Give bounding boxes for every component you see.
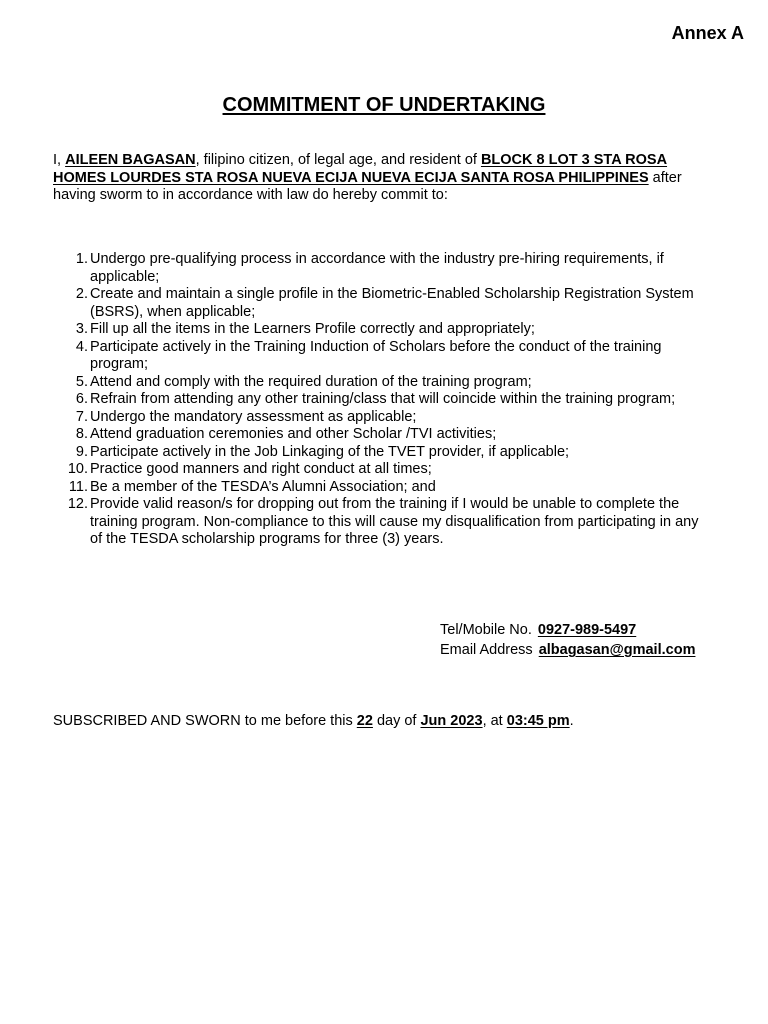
intro-paragraph <box>53 152 713 205</box>
commitment-number: 1. <box>75 251 88 267</box>
commitment-item <box>53 479 713 497</box>
applicant-name: AILEEN BAGASAN <box>65 152 196 168</box>
intro-mid: , filipino citizen, of legal age, and resident of <box>195 152 481 168</box>
commitment-text: Undergo pre-qualifying process in accordance with the industry pre-hiring requirements, if applicable; <box>90 251 664 285</box>
sworn-statement <box>53 713 733 731</box>
sworn-mid2: , at <box>482 713 507 729</box>
applicant-address: BLOCK 8 LOT 3 STA ROSA HOMES LOURDES STA ROSA NUEVA ECIJA NUEVA ECIJA SANTA ROSA PHILIPPINES <box>53 152 668 186</box>
intro-suffix: after having sworm to in accordance with law do hereby commit to: <box>53 169 682 203</box>
commitment-number: 7. <box>75 408 88 425</box>
commitment-text: Refrain from attending any other training/class that will coincide within the training program; <box>90 391 676 407</box>
commitment-item <box>53 286 713 321</box>
email-row <box>440 642 695 662</box>
annex-label: Annex A <box>671 23 744 43</box>
commitment-number: 6. <box>75 391 88 407</box>
commitment-number: 5. <box>75 373 88 390</box>
commitment-number: 8. <box>75 426 88 442</box>
commitment-text: Participate actively in the Training Induction of Scholars before the conduct of the training program; <box>90 338 662 372</box>
email-label: Email Address <box>440 642 533 658</box>
commitment-number: 4. <box>75 338 88 355</box>
commitment-text: Attend graduation ceremonies and other Scholar /TVI activities; <box>90 426 497 442</box>
intro-prefix: I, <box>53 152 66 168</box>
commitment-text: Undergo the mandatory assessment as applicable; <box>90 408 417 425</box>
tel-row <box>440 622 695 642</box>
commitment-text: Attend and comply with the required duration of the training program; <box>90 373 532 390</box>
commitment-item <box>53 251 713 286</box>
commitment-item <box>53 374 713 392</box>
commitment-number: 11. <box>68 478 88 495</box>
commitment-item <box>53 339 713 374</box>
sworn-suffix: . <box>569 713 574 729</box>
commitment-text: Participate actively in the Job Linkaging of the TVET provider, if applicable; <box>90 443 570 460</box>
document-title <box>0 92 768 118</box>
commitment-item <box>53 426 713 444</box>
commitment-number: 3. <box>75 321 88 337</box>
commitment-text: Provide valid reason/s for dropping out from the training if I would be unable to complete the training program. Non-compliance to this will cause my disqualification from participating in any of the TESDA scholarship programs for three (3) years. <box>90 496 699 547</box>
email-value: albagasan@gmail.com <box>538 642 696 658</box>
sworn-day: 22 <box>356 713 373 729</box>
contact-block <box>440 622 695 662</box>
commitment-text: Fill up all the items in the Learners Profile correctly and appropriately; <box>90 321 535 337</box>
tel-label: Tel/Mobile No. <box>440 622 532 638</box>
commitment-item <box>53 496 713 549</box>
sworn-time: 03:45 pm <box>506 713 570 729</box>
commitment-item <box>53 461 713 479</box>
commitment-number: 12. <box>67 496 88 512</box>
commitment-item <box>53 409 713 427</box>
commitment-item <box>53 391 713 409</box>
sworn-prefix: SUBSCRIBED AND SWORN to me before this <box>53 713 357 729</box>
document-title-text: COMMITMENT OF UNDERTAKING <box>222 94 546 116</box>
commitment-list <box>53 251 713 549</box>
commitment-number: 10. <box>67 461 88 477</box>
commitment-text: Be a member of the TESDA’s Alumni Association; and <box>90 478 436 495</box>
commitment-number: 2. <box>75 286 88 302</box>
tel-value: 0927-989-5497 <box>537 622 637 638</box>
commitment-item <box>53 321 713 339</box>
sworn-month-year: Jun 2023 <box>420 713 483 729</box>
commitment-number: 9. <box>75 443 88 460</box>
commitment-text: Create and maintain a single profile in the Biometric-Enabled Scholarship Registration System (BSRS), when applicable; <box>90 286 694 320</box>
commitment-text: Practice good manners and right conduct at all times; <box>90 461 432 477</box>
commitment-item <box>53 444 713 462</box>
sworn-mid1: day of <box>372 713 421 729</box>
